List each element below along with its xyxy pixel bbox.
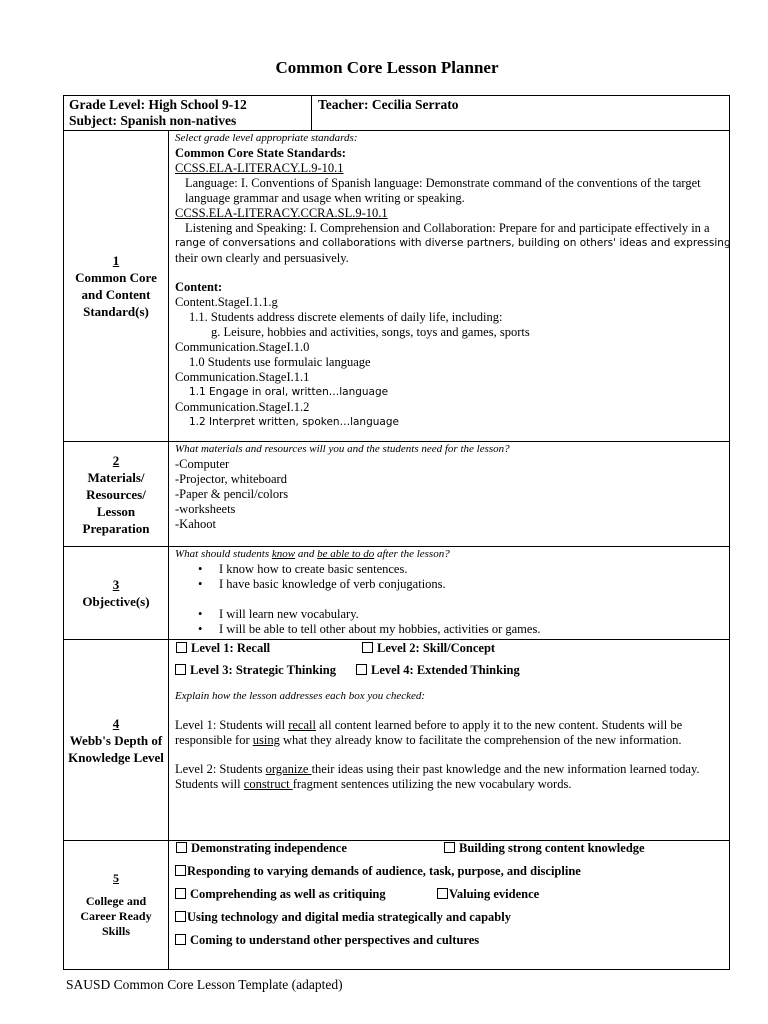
level-1-checkbox[interactable] [176, 642, 187, 653]
label-line: Materials/ [87, 469, 145, 485]
dok-row-2 [175, 660, 723, 681]
objectives-prompt [175, 547, 723, 562]
content-code: Communication.StageI.1.0 [175, 340, 310, 354]
standard-link-1[interactable]: CCSS.ELA-LITERACY.L.9-10.1 [175, 161, 344, 175]
skills-row-5 [175, 929, 723, 952]
ccss-heading: Common Core State Standards: [175, 146, 346, 160]
material-item: -Computer [175, 457, 230, 471]
standard-text: Listening and Speaking: I. Comprehension and Collaboration: Prepare for and participate effectively in a [185, 221, 710, 235]
content-code: Content.StageI.1.1.g [175, 295, 278, 309]
section-3-label [64, 547, 169, 639]
label-line: Objective(s) [82, 594, 150, 609]
content-text: 1.1 Engage in oral, written…language [189, 386, 389, 398]
label-line: Webb's Depth of [69, 732, 163, 748]
keyword-organize: organize [265, 762, 312, 776]
section-number: 3 [112, 577, 120, 592]
section-college-career-skills [64, 841, 729, 969]
section-2-label [64, 442, 169, 546]
section-2-body [175, 442, 723, 532]
standard-text: Language: I. Conventions of Spanish language: Demonstrate command of the conventions of the target [185, 176, 701, 190]
skill-2-label: Building strong content knowledge [459, 841, 645, 855]
level-1-label: Level 1: Recall [191, 641, 271, 655]
header-row [64, 96, 729, 131]
skill-3-label: Responding to varying demands of audience, task, purpose, and discipline [187, 864, 581, 878]
skill-5-checkbox[interactable] [437, 888, 448, 899]
skills-row-1 [175, 837, 723, 860]
section-4-label [64, 640, 169, 840]
section-5-body [175, 837, 723, 952]
skill-6-checkbox[interactable] [175, 911, 186, 922]
objectives-list [175, 562, 723, 637]
skill-7-label: Coming to understand other perspectives and cultures [190, 933, 480, 947]
standards-prompt: Select grade level appropriate standards: [175, 132, 358, 144]
skill-5-label: Valuing evidence [449, 887, 540, 901]
section-3-body [175, 547, 723, 637]
label-line: Standard(s) [83, 304, 149, 319]
content-code: Communication.StageI.1.1 [175, 370, 310, 384]
skills-row-3 [175, 883, 723, 906]
materials-prompt: What materials and resources will you and the students need for the lesson? [175, 443, 510, 455]
prompt-text: after the lesson? [374, 548, 450, 560]
level-4-checkbox[interactable] [356, 664, 367, 675]
section-number: 4 [112, 715, 120, 731]
keyword-construct: construct [243, 777, 293, 791]
prompt-know: know [271, 548, 296, 560]
explanation-text: Level 1: Students will [175, 718, 289, 732]
footer-text: SAUSD Common Core Lesson Template (adapted) [66, 977, 343, 992]
section-4-body [175, 638, 723, 792]
skill-7-checkbox[interactable] [175, 934, 186, 945]
objective-item: • I will be able to tell other about my hobbies, activities or games. [175, 622, 723, 637]
keyword-recall: recall [288, 718, 316, 732]
prompt-text: and [295, 548, 318, 560]
objective-item: • I know how to create basic sentences. [175, 562, 723, 577]
label-line: Common Core [75, 270, 157, 285]
skills-row-2 [175, 860, 723, 883]
dok-prompt: Explain how the lesson addresses each box you checked: [175, 690, 426, 702]
label-line: Skills [101, 924, 131, 938]
level-1-explanation [175, 718, 723, 748]
standard-text: language grammar and usage when writing or speaking. [185, 191, 465, 205]
section-number: 1 [112, 253, 120, 268]
label-line: Lesson [96, 503, 136, 519]
content-text: 1.1. Students address discrete elements of daily life, including: [189, 310, 503, 324]
label-line: Knowledge Level [68, 749, 164, 765]
teacher-cell [311, 96, 458, 130]
page-title: Common Core Lesson Planner [275, 58, 499, 77]
section-standards [64, 131, 729, 442]
explanation-text: all content learned before to apply it to the new content. Students will be responsible for [175, 718, 683, 747]
standard-text: their own clearly and persuasively. [175, 251, 349, 265]
level-2-explanation [175, 762, 723, 792]
level-3-checkbox[interactable] [175, 664, 186, 675]
level-4-label: Level 4: Extended Thinking [371, 663, 520, 677]
section-1-label [64, 131, 169, 441]
material-item: -worksheets [175, 502, 236, 516]
material-item: -Kahoot [175, 517, 216, 531]
keyword-using: using [252, 733, 280, 747]
explanation-text: Level 2: Students [175, 762, 266, 776]
standard-text: range of conversations and collaborations with diverse partners, building on others' ideas and expressing [175, 237, 731, 249]
section-1-body [175, 131, 731, 430]
label-line: Career Ready [80, 909, 152, 923]
level-2-checkbox[interactable] [362, 642, 373, 653]
skill-1-checkbox[interactable] [176, 842, 187, 853]
level-2-label: Level 2: Skill/Concept [377, 641, 496, 655]
material-item: -Paper & pencil/colors [175, 487, 289, 501]
content-text: 1.2 Interpret written, spoken…language [189, 416, 399, 428]
grade-level: Grade Level: High School 9-12 [69, 97, 247, 112]
section-number: 5 [113, 871, 119, 885]
label-line: Preparation [82, 520, 150, 536]
prompt-able: be able to do [317, 548, 375, 560]
content-text: g. Leisure, hobbies and activities, songs, toys and games, sports [211, 325, 530, 339]
label-line: College and [85, 894, 147, 908]
skill-1-label: Demonstrating independence [191, 841, 347, 855]
objective-item: • I have basic knowledge of verb conjugations. [175, 577, 723, 592]
objective-item: • I will learn new vocabulary. [175, 607, 723, 622]
skill-2-checkbox[interactable] [444, 842, 455, 853]
dok-row-1 [175, 638, 723, 659]
section-objectives [64, 547, 729, 640]
label-line: Resources/ [86, 486, 146, 502]
teacher: Teacher: Cecilia Serrato [318, 97, 459, 112]
section-5-label [64, 841, 169, 969]
prompt-text: What should students [175, 548, 272, 560]
content-code: Communication.StageI.1.2 [175, 400, 310, 414]
material-item: -Projector, whiteboard [175, 472, 287, 486]
skill-4-label: Comprehending as well as critiquing [190, 887, 386, 901]
section-depth-of-knowledge [64, 640, 729, 841]
skill-3-checkbox[interactable] [175, 865, 186, 876]
label-line: and Content [81, 287, 151, 302]
level-3-label: Level 3: Strategic Thinking [190, 663, 336, 677]
section-number: 2 [112, 452, 120, 468]
explanation-text: fragment sentences utilizing the new vocabulary words. [292, 777, 572, 791]
skill-4-checkbox[interactable] [175, 888, 186, 899]
content-text: 1.0 Students use formulaic language [189, 355, 371, 369]
header-left-cell [69, 97, 247, 129]
content-heading: Content: [175, 280, 223, 294]
skills-row-4 [175, 906, 723, 929]
skill-6-label: Using technology and digital media strategically and capably [187, 910, 511, 924]
explanation-text: what they already know to facilitate the comprehension of the new information. [279, 733, 682, 747]
section-materials [64, 442, 729, 547]
lesson-planner-table [63, 95, 730, 970]
explanation-text: their ideas using their past knowledge and the new information learned today. Students will [175, 762, 700, 791]
subject: Subject: Spanish non-natives [69, 113, 237, 128]
standard-link-2[interactable]: CCSS.ELA-LITERACY.CCRA.SL.9-10.1 [175, 206, 388, 220]
